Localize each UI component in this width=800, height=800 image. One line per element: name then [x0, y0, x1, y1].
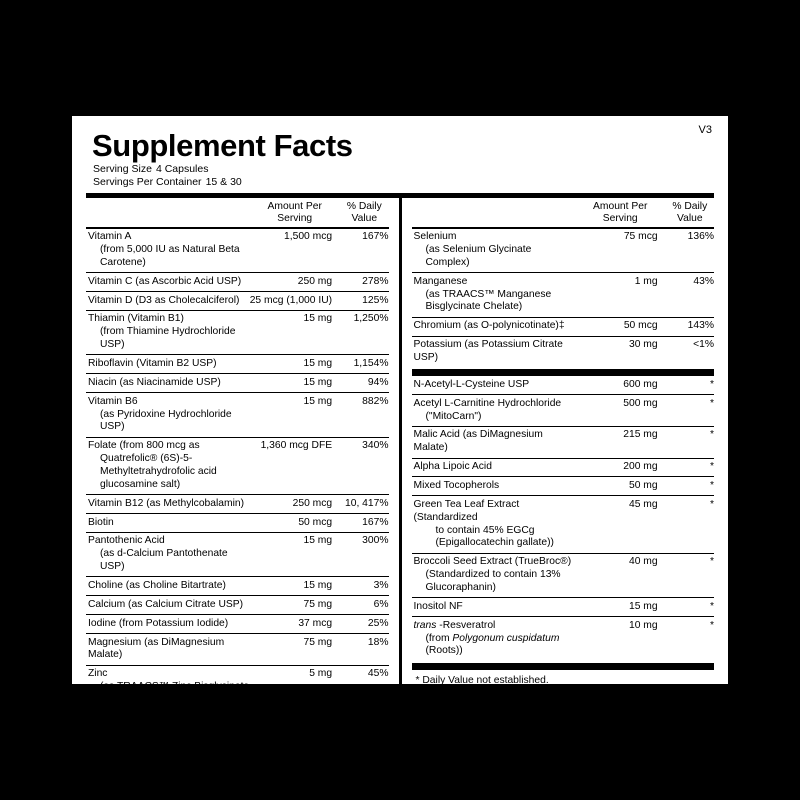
nutrient-amount: 50 mcg	[249, 514, 340, 533]
nutrient-daily-value: 94%	[340, 374, 388, 393]
header-name-right	[412, 198, 575, 226]
header-dv-right	[666, 198, 714, 226]
nutrient-daily-value: 6%	[340, 596, 388, 615]
table-row	[412, 426, 715, 458]
nutrient-name: Alpha Lipoic Acid	[412, 458, 575, 477]
nutrient-daily-value: 1,250%	[340, 310, 388, 355]
nutrient-daily-value: *	[666, 496, 714, 553]
table-row	[86, 374, 389, 393]
nutrient-name: Manganese (as TRAACS™ Manganese Bisglycinate Chelate)	[412, 273, 575, 318]
nutrient-amount: 50 mg	[575, 477, 666, 496]
right-nutrient-table-bottom	[412, 376, 715, 660]
nutrient-amount: 15 mg	[249, 310, 340, 355]
serving-size-value: 4 Capsules	[155, 162, 209, 175]
table-row	[86, 495, 389, 514]
nutrient-amount: 15 mg	[249, 577, 340, 596]
nutrient-name: Inositol NF	[412, 598, 575, 617]
nutrient-subtext: (from Polygonum cuspidatum (Roots))	[425, 632, 560, 657]
right-mid-bar	[412, 369, 715, 376]
header-dv	[340, 198, 388, 226]
servings-per-container-value: 15 & 30	[205, 175, 242, 188]
nutrient-amount: 500 mg	[575, 395, 666, 427]
table-row	[86, 292, 389, 311]
nutrient-amount: 25 mcg (1,000 IU)	[249, 292, 340, 311]
right-header-table	[412, 198, 715, 226]
table-row	[86, 532, 389, 577]
nutrient-subtext: (as TRAACS™ Zinc Bisglycinate Chelate)	[100, 681, 250, 705]
header-dv-line2: Value	[351, 212, 378, 224]
nutrient-daily-value: 1,154%	[340, 355, 388, 374]
nutrient-subtext: (as Selenium Glycinate Complex)	[425, 243, 532, 268]
nutrient-name: Vitamin C (as Ascorbic Acid USP)	[86, 273, 249, 292]
servings-per-container-line	[93, 176, 714, 189]
nutrient-amount: 1,500 mcg	[284, 231, 333, 243]
nutrient-name: Mixed Tocopherols	[412, 477, 575, 496]
nutrient-subtext: (as Pyridoxine Hydrochloride USP)	[100, 408, 232, 433]
nutrient-subtext: Quatrefolic® (6S)-5-Methyltetrahydrofolic acid glucosamine salt)	[100, 453, 217, 490]
nutrient-daily-value: 143%	[666, 317, 714, 336]
nutrient-amount: 30 mg	[575, 336, 666, 367]
nutrient-daily-value: 167%	[362, 231, 389, 243]
nutrient-name: Potassium (as Potassium Citrate USP)	[412, 336, 575, 367]
nutrient-daily-value: 125%	[340, 292, 388, 311]
nutrient-daily-value: 167%	[340, 514, 388, 533]
nutrient-name: Iodine (from Potassium Iodide)	[86, 615, 249, 634]
table-row	[412, 598, 715, 617]
nutrient-subtext: ("MitoCarn")	[425, 410, 482, 422]
version-label: V3	[698, 124, 712, 136]
nutrient-amount: 15 mg	[575, 598, 666, 617]
header-amount-right-line1: Amount Per	[593, 200, 648, 212]
serving-size-line	[93, 163, 714, 176]
nutrient-name: Thiamin (Vitamin B1) (from Thiamine Hydrochloride USP)	[86, 310, 249, 355]
nutrient-name: Vitamin B6 (as Pyridoxine Hydrochloride USP)	[86, 393, 249, 438]
nutrient-name: Magnesium (as DiMagnesium Malate)	[86, 634, 249, 666]
nutrient-daily-value: *	[666, 426, 714, 458]
nutrient-daily-value: *	[666, 477, 714, 496]
nutrient-daily-value: *	[666, 395, 714, 427]
table-row	[412, 477, 715, 496]
table-row	[86, 310, 389, 355]
nutrient-amount: 75 mcg	[623, 231, 658, 243]
nutrient-amount: 1 mg	[575, 273, 666, 318]
nutrient-daily-value: *	[666, 458, 714, 477]
nutrient-daily-value: 25%	[340, 615, 388, 634]
nutrient-name: Calcium (as Calcium Citrate USP)	[86, 596, 249, 615]
header-amount-right-line2: Serving	[602, 212, 638, 224]
nutrient-name: Biotin	[86, 514, 249, 533]
nutrient-name: Riboflavin (Vitamin B2 USP)	[86, 355, 249, 374]
supplement-facts-panel	[72, 116, 728, 705]
facts-columns	[86, 198, 714, 718]
table-row	[86, 514, 389, 533]
nutrient-amount: 15 mg	[249, 355, 340, 374]
nutrient-subtext: (Standardized to contain 13% Glucoraphanin)	[425, 569, 561, 593]
nutrient-daily-value: 882%	[340, 393, 388, 438]
nutrient-daily-value: *	[666, 617, 714, 661]
nutrient-amount: 215 mg	[575, 426, 666, 458]
left-bottom-bar	[86, 711, 389, 718]
nutrient-name: Zinc (as TRAACS™ Zinc Bisglycinate Chelate)	[86, 665, 249, 709]
nutrient-subtext: (as TRAACS™ Manganese Bisglycinate Chelate)	[425, 288, 552, 313]
nutrient-amount: 15 mg	[249, 374, 340, 393]
table-row	[86, 355, 389, 374]
table-row	[86, 273, 389, 292]
nutrient-amount: 600 mg	[623, 378, 658, 390]
table-row	[412, 458, 715, 477]
nutrient-name: Acetyl L-Carnitine Hydrochloride ("MitoCarn")	[412, 395, 575, 427]
table-row	[86, 596, 389, 615]
nutrient-daily-value: 45%	[340, 665, 388, 709]
nutrient-name: Vitamin A (from 5,000 IU as Natural Beta Carotene)	[86, 229, 249, 273]
nutrient-amount: 40 mg	[575, 553, 666, 598]
nutrient-amount: 15 mg	[249, 532, 340, 577]
nutrient-name: Pantothenic Acid (as d-Calcium Pantothenate USP)	[86, 532, 249, 577]
nutrient-amount: 15 mg	[249, 393, 340, 438]
nutrient-subtext: (from 5,000 IU as Natural Beta Carotene)	[100, 243, 240, 268]
nutrient-amount: 250 mg	[249, 273, 340, 292]
nutrient-daily-value: 278%	[340, 273, 388, 292]
header-dv-right-line2: Value	[677, 212, 703, 224]
nutrient-name: Selenium (as Selenium Glycinate Complex)	[412, 229, 575, 273]
table-row	[86, 229, 389, 273]
table-row	[412, 395, 715, 427]
table-row	[86, 665, 389, 709]
page-title: Supplement Facts	[92, 128, 353, 163]
left-column	[86, 198, 399, 718]
table-row	[86, 577, 389, 596]
table-row	[412, 317, 715, 336]
nutrient-amount: 45 mg	[575, 496, 666, 553]
nutrient-name: Vitamin B12 (as Methylcobalamin)	[86, 495, 249, 514]
header-amount-right	[575, 198, 666, 226]
nutrient-subtext: (from Thiamine Hydrochloride USP)	[100, 326, 236, 351]
left-header-table	[86, 198, 389, 226]
left-nutrient-table	[86, 229, 389, 710]
right-bottom-bar	[412, 663, 715, 670]
nutrient-amount: 75 mg	[249, 634, 340, 666]
right-nutrient-table-top	[412, 229, 715, 368]
nutrient-name: Niacin (as Niacinamide USP)	[86, 374, 249, 393]
table-row	[412, 617, 715, 661]
servings-per-container-label: Servings Per Container	[93, 175, 202, 188]
nutrient-daily-value: 10, 417%	[340, 495, 388, 514]
table-row	[412, 336, 715, 367]
nutrient-name: N-Acetyl-L-Cysteine USP	[413, 378, 530, 390]
nutrient-amount: 250 mcg	[249, 495, 340, 514]
nutrient-daily-value: *	[666, 553, 714, 598]
table-row	[412, 496, 715, 553]
table-row	[86, 437, 389, 494]
header-dv-right-line1: % Daily	[672, 200, 708, 212]
nutrient-daily-value: *	[666, 598, 714, 617]
nutrient-daily-value: *	[709, 378, 714, 390]
nutrient-amount: 5 mg	[249, 665, 340, 709]
nutrient-name: Folate (from 800 mcg as Quatrefolic® (6S)-5-Methyltetrahydrofolic acid glucosamine salt)	[86, 437, 249, 494]
nutrient-amount: 37 mcg	[249, 615, 340, 634]
nutrient-name: Vitamin D (D3 as Cholecalciferol)	[86, 292, 249, 311]
serving-size-label: Serving Size	[93, 162, 152, 175]
nutrient-daily-value: 43%	[666, 273, 714, 318]
table-row	[86, 634, 389, 666]
header-amount-line1: Amount Per	[267, 200, 322, 212]
right-column	[402, 198, 715, 718]
nutrient-subtext: (as d-Calcium Pantothenate USP)	[100, 548, 228, 573]
table-row	[412, 229, 715, 273]
nutrient-name: trans -Resveratrol (from Polygonum cuspidatum (Roots))	[412, 617, 575, 661]
table-row	[412, 553, 715, 598]
nutrient-amount: 200 mg	[575, 458, 666, 477]
nutrient-name: Green Tea Leaf Extract (Standardized to contain 45% EGCg (Epigallocatechin gallate))	[412, 496, 575, 553]
nutrient-name: Chromium (as O-polynicotinate)‡	[412, 317, 575, 336]
nutrient-amount: 75 mg	[249, 596, 340, 615]
table-row	[412, 273, 715, 318]
nutrient-daily-value: 340%	[340, 437, 388, 494]
column-headers-right	[412, 198, 715, 226]
header-name	[86, 198, 249, 226]
nutrient-name: Choline (as Choline Bitartrate)	[86, 577, 249, 596]
nutrient-amount: 50 mcg	[575, 317, 666, 336]
table-row	[86, 393, 389, 438]
nutrient-daily-value: <1%	[666, 336, 714, 367]
header-dv-line1: % Daily	[346, 200, 382, 212]
footnote: * Daily Value not established.	[415, 674, 549, 686]
nutrient-amount: 1,360 mcg DFE	[249, 437, 340, 494]
nutrient-daily-value: 300%	[340, 532, 388, 577]
nutrient-daily-value: 3%	[340, 577, 388, 596]
table-row	[412, 376, 715, 394]
nutrient-name: Malic Acid (as DiMagnesium Malate)	[412, 426, 575, 458]
nutrient-amount: 10 mg	[575, 617, 666, 661]
table-row	[86, 615, 389, 634]
nutrient-daily-value: 136%	[687, 231, 714, 243]
header-amount	[249, 198, 340, 226]
header-amount-line2: Serving	[277, 212, 313, 224]
nutrient-name: Broccoli Seed Extract (TrueBroc®) (Standardized to contain 13% Glucoraphanin)	[412, 553, 575, 598]
nutrient-subtext: to contain 45% EGCg (Epigallocatechin gallate))	[435, 524, 554, 549]
nutrient-daily-value: 18%	[340, 634, 388, 666]
column-headers	[86, 198, 389, 226]
